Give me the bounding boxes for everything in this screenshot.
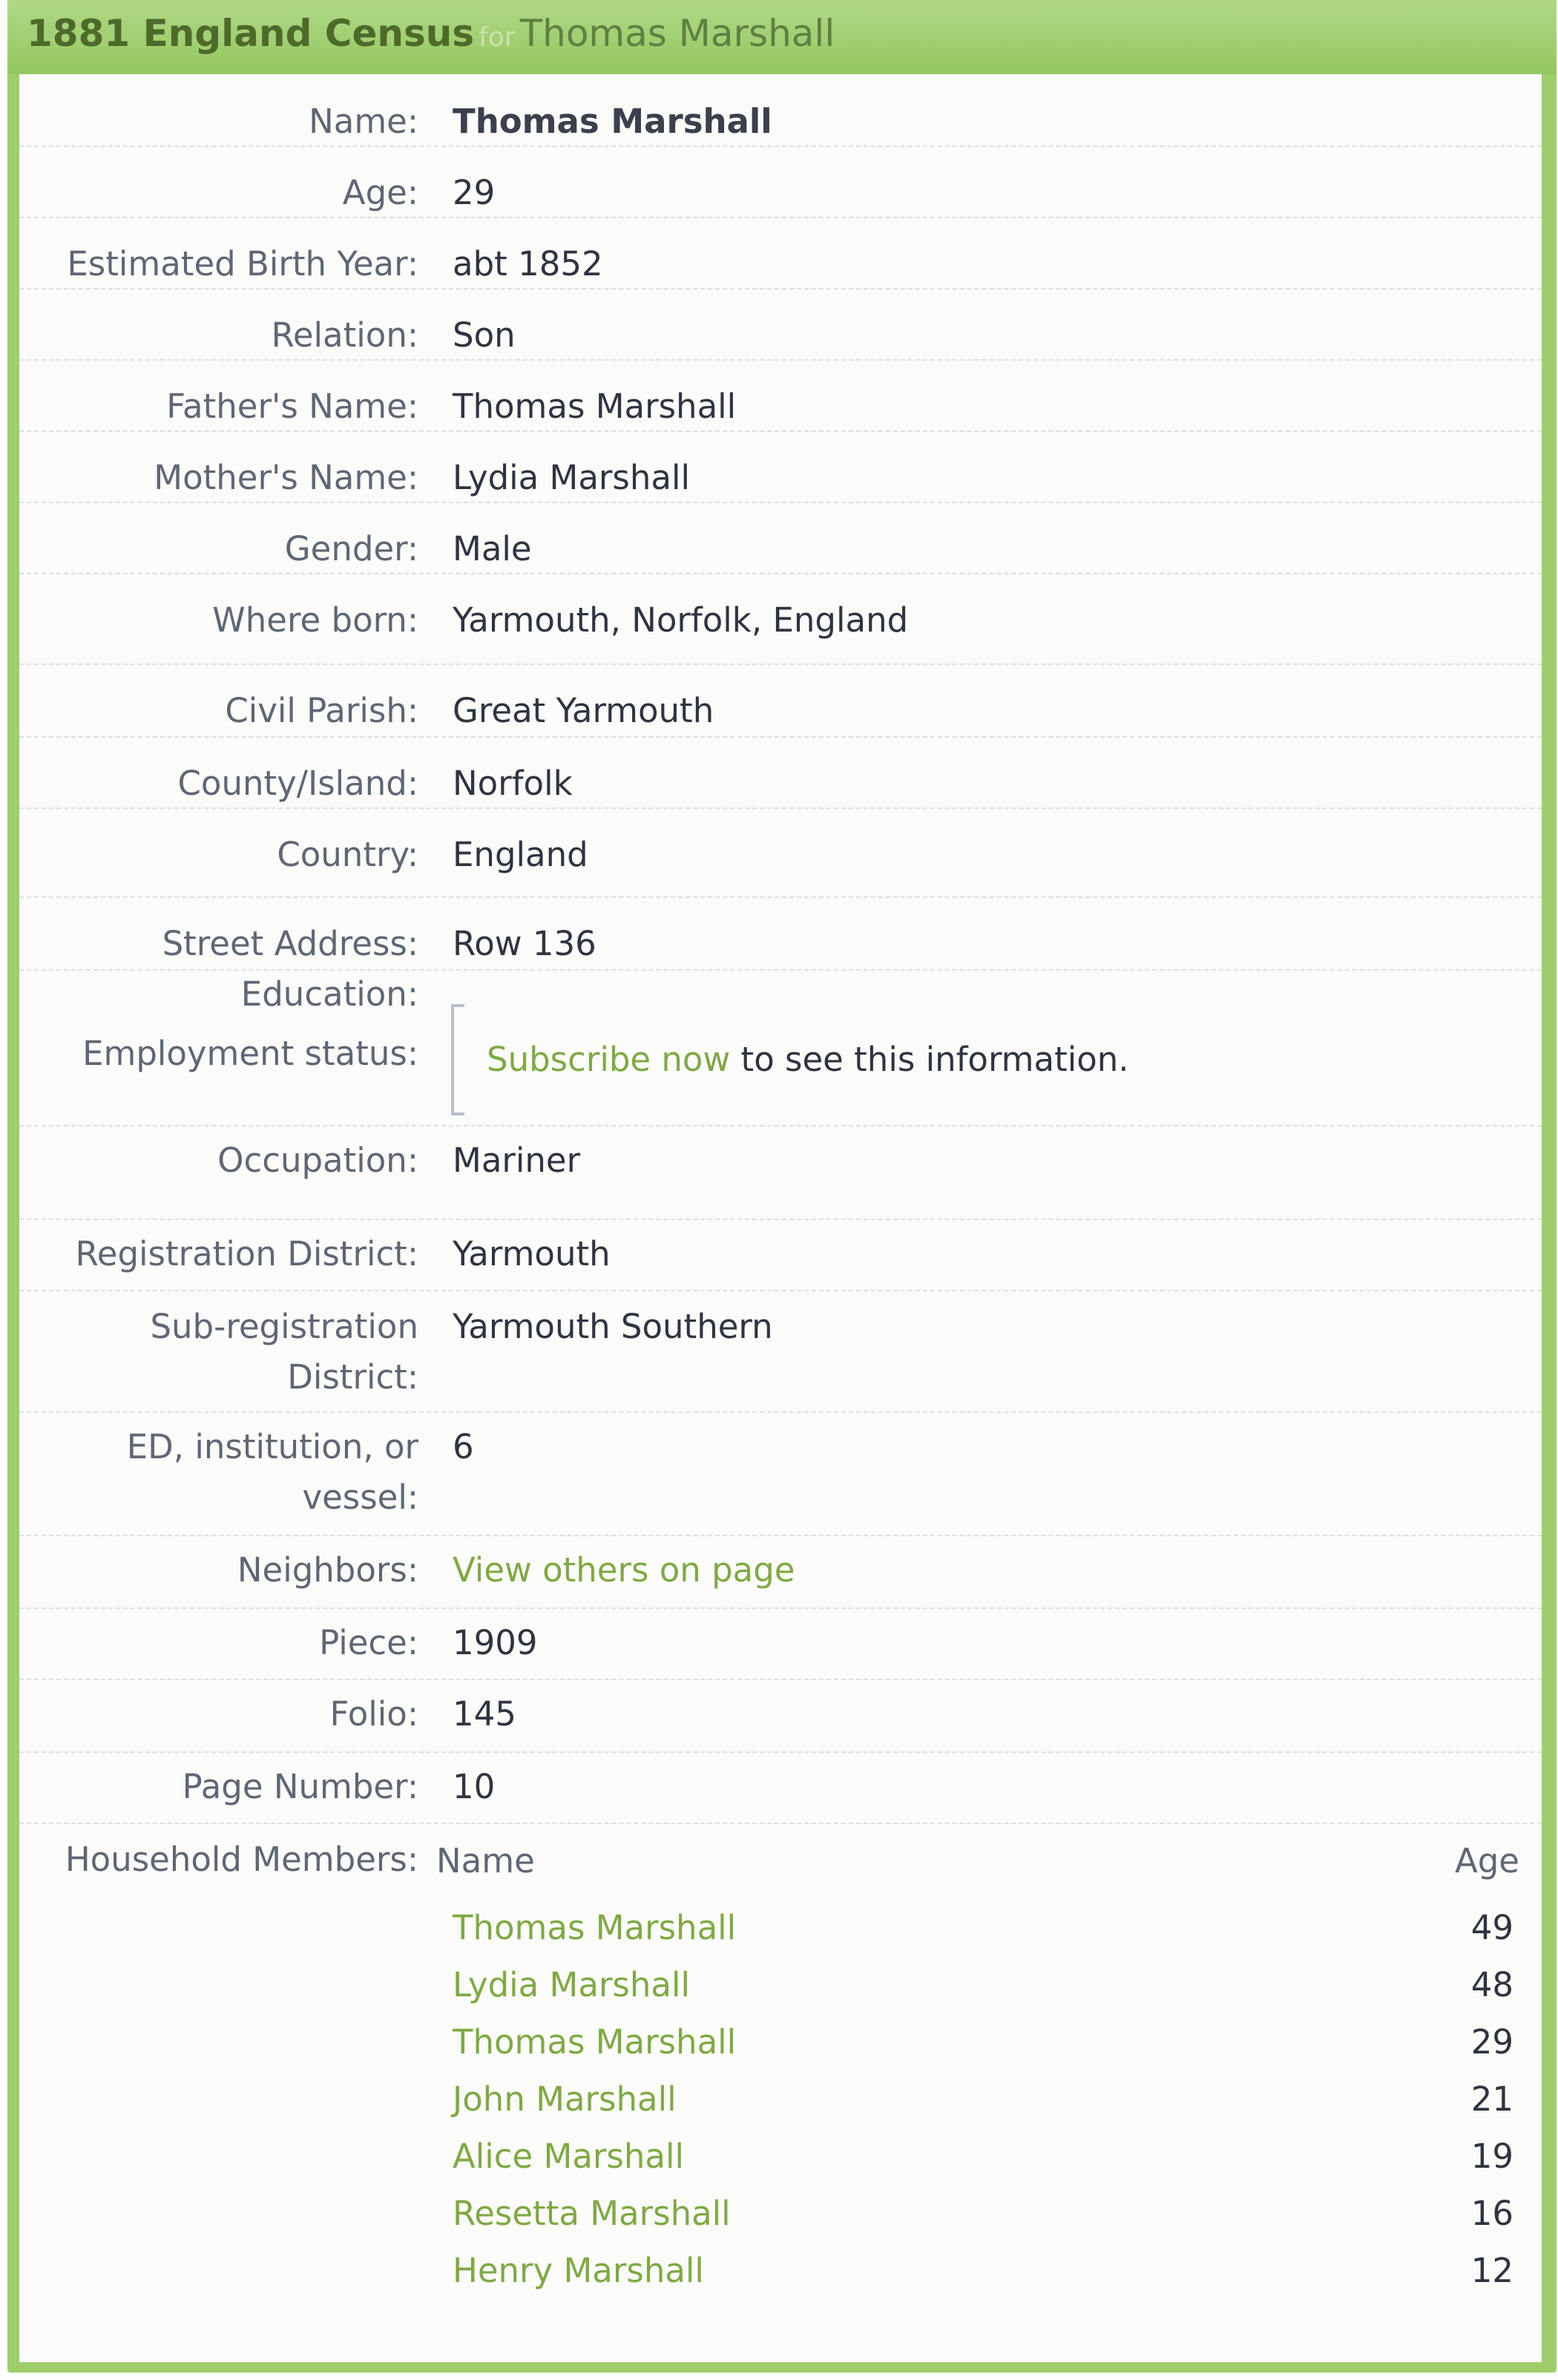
household-member-link[interactable]: Thomas Marshall [453,1908,737,1947]
household-member-age: 49 [1470,1908,1513,1947]
field-row-page-number [19,1751,1542,1824]
field-label: Name: [309,102,418,141]
field-row-street [19,896,1542,971]
field-value-name: Thomas Marshall [453,102,772,141]
field-label: Sub-registration [150,1307,418,1346]
household-member-link[interactable]: Thomas Marshall [453,2022,737,2062]
field-row-county [19,736,1542,809]
field-value-gender: Male [453,529,532,568]
subscribe-text: to see this information. [730,1040,1129,1079]
household-member-age: 29 [1470,2022,1513,2062]
field-label: Father's Name: [166,387,418,426]
record-details [19,74,1542,2362]
field-label-employment: Employment status: [82,1034,418,1073]
field-value-country: England [453,835,588,874]
field-value-county: Norfolk [453,764,573,803]
subscribe-message [487,1035,1129,1085]
field-row-birth-year [19,217,1542,289]
field-row-age [19,145,1542,218]
record-header [7,0,1557,74]
field-row-mother [19,430,1542,503]
household-member-age: 12 [1470,2251,1513,2290]
household-section [19,1823,1542,2357]
field-row-reg-district [19,1219,1542,1291]
field-label: Gender: [284,529,418,568]
field-row-name [19,74,1542,147]
field-label: Neighbors: [237,1550,418,1590]
field-row-father [19,359,1542,432]
field-value-piece: 1909 [453,1623,538,1662]
view-others-link[interactable]: View others on page [453,1550,795,1590]
field-value-relation: Son [453,315,516,355]
household-member-link[interactable]: John Marshall [453,2079,677,2119]
field-value-street: Row 136 [453,924,596,963]
field-label: Piece: [319,1623,418,1662]
field-row-ed [19,1412,1542,1536]
household-member-age: 19 [1470,2137,1513,2176]
field-label: Estimated Birth Year: [67,244,418,283]
field-label: ED, institution, or [126,1427,418,1466]
field-label: Relation: [271,315,418,355]
field-value-father: Thomas Marshall [453,387,737,426]
collection-title[interactable]: 1881 England Census [27,12,475,55]
field-row-relation [19,288,1542,361]
field-value-civil-parish: Great Yarmouth [453,691,714,730]
household-member-age: 48 [1470,1965,1513,2004]
household-member-age: 16 [1470,2194,1513,2233]
field-value-page-number: 10 [453,1767,496,1806]
field-value-birth-year: abt 1852 [453,244,603,283]
household-label: Household Members: [65,1840,418,1879]
field-value-age: 29 [453,173,496,212]
title-separator: for [479,22,516,53]
field-value-mother: Lydia Marshall [453,458,690,497]
field-row-country [19,807,1542,898]
field-row-neighbors [19,1535,1542,1609]
field-label: Civil Parish: [225,691,418,730]
field-label: Age: [342,173,418,212]
field-value-occupation: Mariner [453,1141,581,1180]
field-row-gender [19,502,1542,574]
record-subject: Thomas Marshall [519,12,835,55]
field-label: Where born: [212,600,418,640]
census-record-card [7,0,1557,2373]
field-label: vessel: [302,1478,418,1517]
household-member-link[interactable]: Alice Marshall [453,2137,684,2176]
field-row-civil-parish [19,663,1542,738]
field-label: County/Island: [177,764,418,803]
household-member-link[interactable]: Resetta Marshall [453,2194,731,2233]
field-value-reg-district: Yarmouth [453,1234,611,1273]
field-label: Occupation: [217,1141,418,1180]
field-row-folio [19,1679,1542,1753]
subscribe-now-link[interactable]: Subscribe now [487,1040,731,1079]
field-label: Page Number: [182,1767,418,1806]
field-label: Mother's Name: [154,458,418,497]
field-row-piece [19,1607,1542,1680]
household-col-age: Age [1454,1841,1519,1881]
household-col-name: Name [436,1841,535,1881]
field-row-occupation [19,1125,1542,1220]
field-row-where-born [19,573,1542,665]
household-member-age: 21 [1470,2079,1513,2119]
household-member-link[interactable]: Lydia Marshall [453,1965,690,2004]
field-label-education: Education: [240,974,418,1014]
field-label: Country: [277,835,418,874]
record-title [27,12,835,55]
field-row-subreg-district [19,1290,1542,1413]
field-value-subreg-district: Yarmouth Southern [453,1307,773,1346]
field-label: Street Address: [162,924,418,963]
household-member-link[interactable]: Henry Marshall [453,2251,704,2290]
field-label: Registration District: [75,1234,418,1273]
field-value-where-born: Yarmouth, Norfolk, England [453,600,909,640]
bracket-icon [451,1004,476,1115]
field-label: District: [287,1357,418,1397]
field-label: Folio: [329,1694,418,1734]
field-value-folio: 145 [453,1694,516,1734]
field-value-ed: 6 [453,1427,474,1466]
